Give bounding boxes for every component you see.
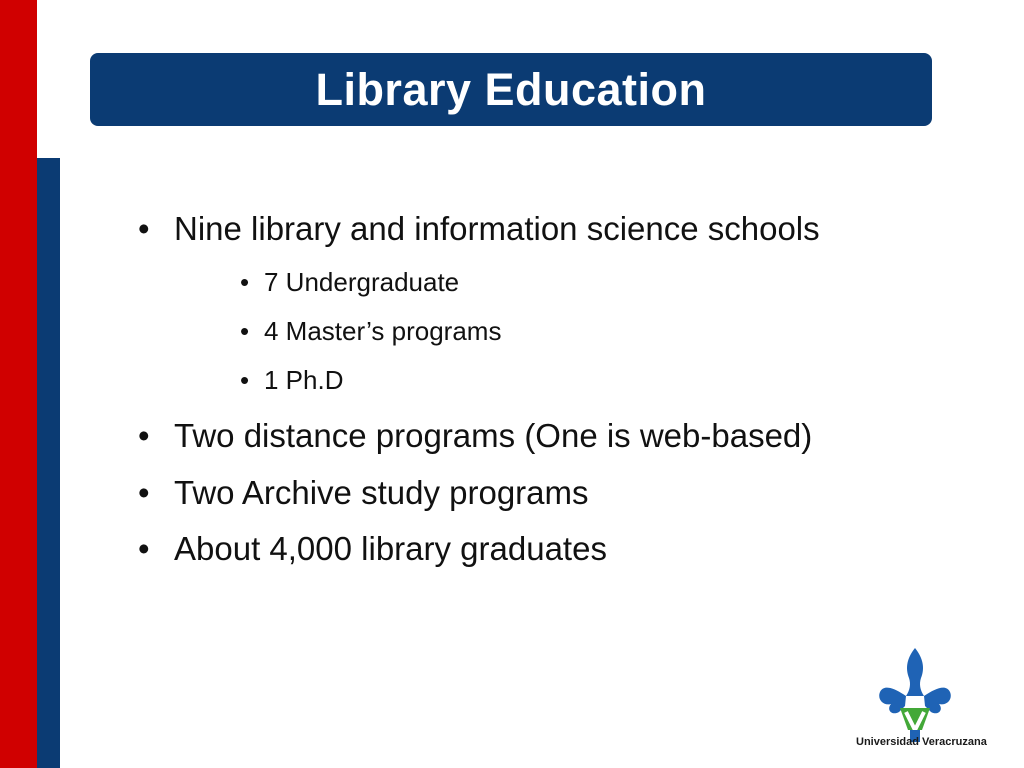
bullet-item-archive — [138, 474, 589, 512]
bullet-glyph: • — [240, 267, 250, 297]
blue-side-stripe — [37, 158, 60, 768]
bullet-text: 7 Undergraduate — [264, 267, 460, 297]
sub-bullet-undergraduate — [240, 267, 460, 298]
slide-title: Library Education — [315, 63, 707, 115]
red-side-stripe — [0, 0, 37, 768]
bullet-text: Nine library and information science schools — [174, 210, 820, 247]
bullet-glyph: • — [138, 417, 150, 454]
sub-bullet-masters — [240, 316, 502, 347]
bullet-glyph: • — [240, 316, 250, 346]
sub-bullet-phd — [240, 365, 344, 396]
bullet-text: 4 Master’s programs — [264, 316, 502, 346]
bullet-glyph: • — [240, 365, 250, 395]
bullet-text: 1 Ph.D — [264, 365, 344, 395]
bullet-glyph: • — [138, 474, 150, 511]
bullet-text: Two Archive study programs — [174, 474, 589, 511]
bullet-text: Two distance programs (One is web-based) — [174, 417, 813, 454]
university-logo-icon — [850, 646, 980, 750]
bullet-item-distance — [138, 417, 813, 455]
bullet-text: About 4,000 library graduates — [174, 530, 607, 567]
title-banner — [90, 53, 932, 126]
bullet-glyph: • — [138, 210, 150, 247]
bullet-glyph: • — [138, 530, 150, 567]
bullet-item-schools — [138, 210, 820, 248]
university-name: Universidad Veracruzana — [856, 736, 987, 748]
bullet-item-graduates — [138, 530, 607, 568]
